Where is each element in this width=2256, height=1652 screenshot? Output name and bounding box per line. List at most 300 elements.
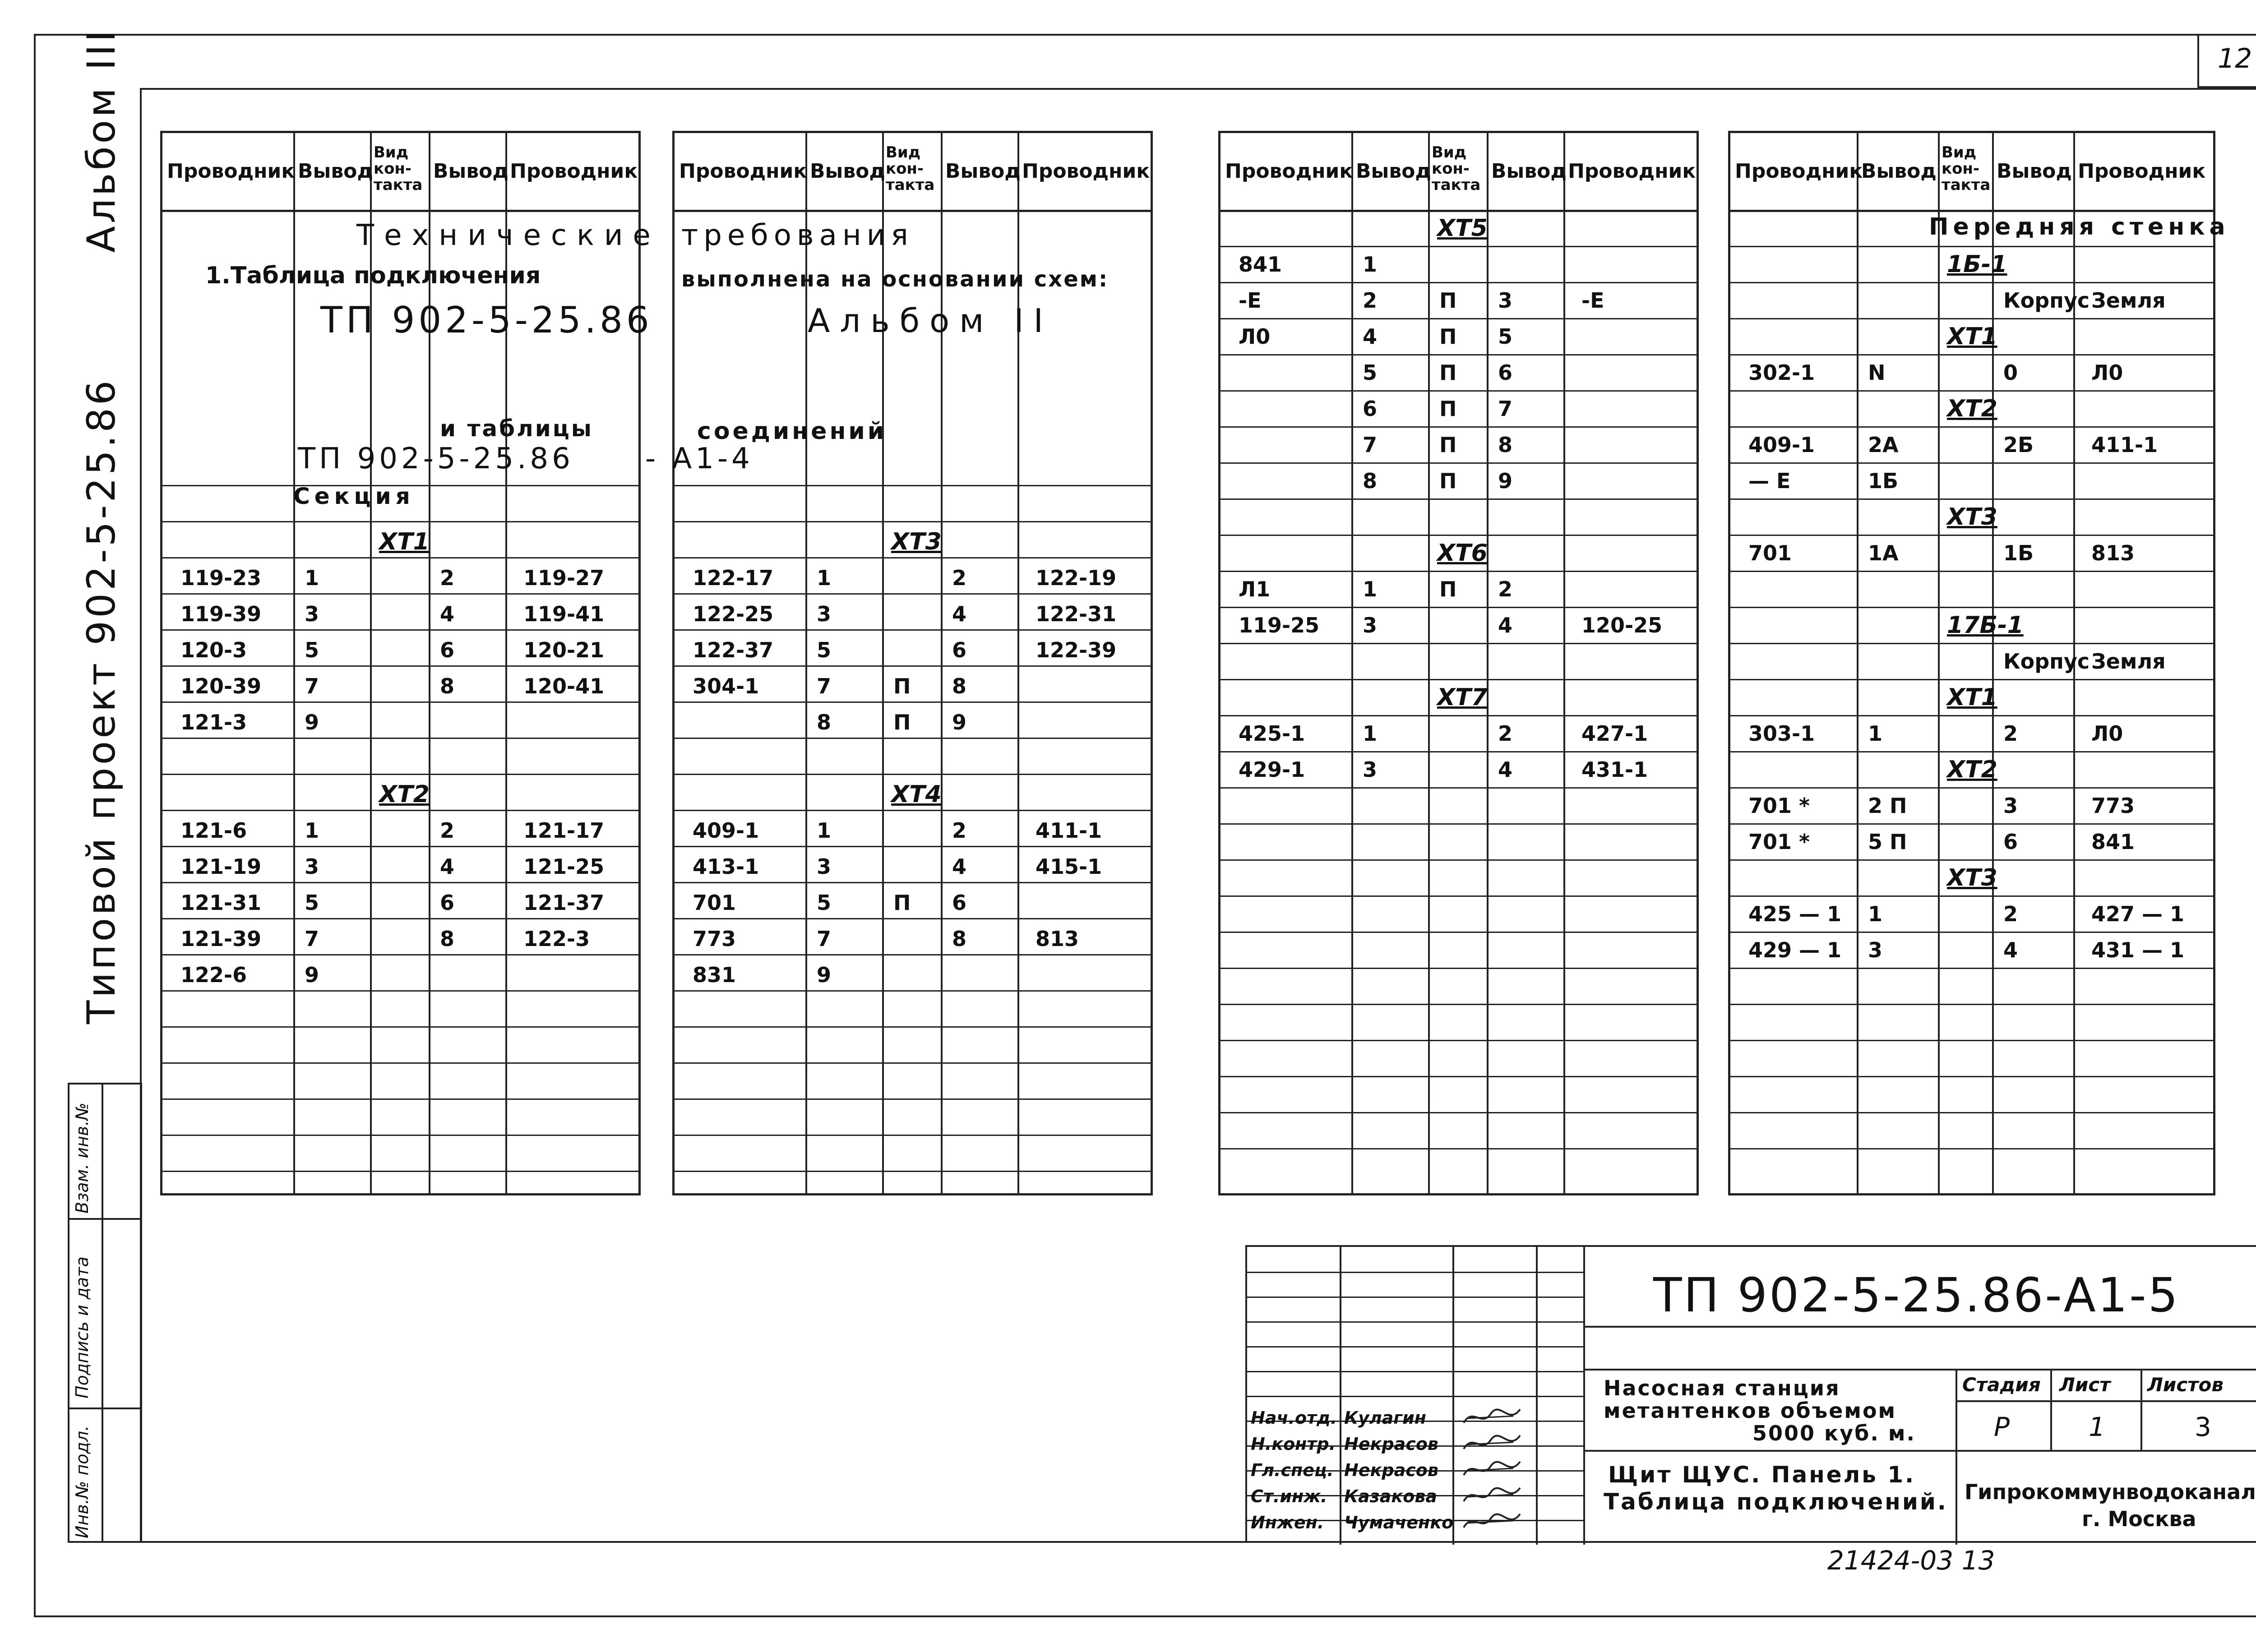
note-connections: соединений <box>697 418 887 445</box>
table-cell: Л0 <box>2091 721 2123 746</box>
table-cell: 1 <box>817 818 832 843</box>
header-rule <box>1730 210 2213 212</box>
table-cell: 4 <box>952 854 967 879</box>
stage-header: Стадия <box>1962 1374 2041 1396</box>
signer-name: Некрасов <box>1344 1434 1438 1454</box>
row-rule <box>1730 354 2213 355</box>
row-rule <box>675 665 1151 667</box>
row-rule <box>1730 607 2213 608</box>
table-cell: П <box>1439 397 1457 421</box>
row-rule <box>1730 1148 2213 1149</box>
sheet-name-line: Таблица подключений. <box>1604 1489 1948 1515</box>
table-cell: П <box>1439 324 1457 349</box>
table-cell: 701 * <box>1748 794 1810 818</box>
table-cell: 831 <box>693 963 736 987</box>
table-cell: 425-1 <box>1239 721 1305 746</box>
note-item-1-cont: выполнена на основании схем: <box>681 267 1109 292</box>
row-rule <box>1220 390 1697 392</box>
table-cell: 3 <box>1363 757 1378 782</box>
row-rule <box>1220 1148 1697 1149</box>
project-label: Типовой проект 902-5-25.86 <box>79 378 124 1024</box>
row-rule <box>1220 1004 1697 1005</box>
row-rule <box>1220 535 1697 536</box>
title-block-rule <box>1583 1247 1585 1545</box>
column-header: Вывод <box>298 160 373 183</box>
title-block-rule <box>1247 1297 1583 1298</box>
table-cell: 122-17 <box>693 566 774 590</box>
table-cell: 701 * <box>1748 830 1810 854</box>
table-cell: 120-3 <box>180 638 247 662</box>
row-rule <box>1730 1004 2213 1005</box>
row-rule <box>162 990 638 992</box>
row-rule <box>675 954 1151 955</box>
column-header: Проводник <box>167 160 295 183</box>
note-ref-2-suffix: - А1-4 <box>645 442 754 475</box>
row-rule <box>1220 932 1697 933</box>
column-header: Проводник <box>2078 160 2206 183</box>
group-label: ХТ4 <box>891 781 942 808</box>
table-cell: 4 <box>1498 613 1513 637</box>
header-rule <box>675 210 1151 212</box>
table-cell: 427 — 1 <box>2091 902 2185 926</box>
table-cell: Земля <box>2091 649 2166 674</box>
table-cell: П <box>1439 433 1457 457</box>
row-rule <box>1220 859 1697 861</box>
table-cell: 701 <box>1748 541 1792 565</box>
column-header: Проводник <box>1225 160 1353 183</box>
column-header: Проводник <box>679 160 807 183</box>
table-cell: 4 <box>952 602 967 626</box>
note-ref-album: Альбом II <box>808 302 1053 340</box>
row-rule <box>675 701 1151 703</box>
sheet-value: 1 <box>2089 1412 2105 1442</box>
signer-name: Кулагин <box>1344 1408 1427 1428</box>
row-rule <box>675 810 1151 811</box>
table-cell: Л0 <box>2091 360 2123 385</box>
row-rule <box>1220 895 1697 897</box>
column-rule <box>882 133 884 1193</box>
row-rule <box>1730 535 2213 536</box>
row-rule <box>1220 715 1697 716</box>
title-block-rule <box>2140 1369 2142 1450</box>
signature-scribble <box>1459 1457 1527 1477</box>
table-cell: 425 — 1 <box>1748 902 1842 926</box>
row-rule <box>162 738 638 739</box>
table-cell: 411-1 <box>2091 433 2158 457</box>
row-rule <box>1220 643 1697 644</box>
column-header: Вид кон-такта <box>1942 143 1991 194</box>
table-cell: 3 <box>817 854 832 879</box>
group-label: ХТ2 <box>379 781 430 808</box>
table-cell: 773 <box>693 927 736 951</box>
project-name-line: Насосная станция <box>1604 1376 1840 1400</box>
column-header: Вывод <box>1861 160 1937 183</box>
row-rule <box>1730 751 2213 752</box>
row-rule <box>1730 679 2213 680</box>
row-rule <box>162 521 638 522</box>
table-cell: 1 <box>1363 721 1378 746</box>
table-cell: 120-41 <box>523 674 605 698</box>
row-rule <box>162 1098 638 1100</box>
footer-code: 21424-03 13 <box>1827 1545 1995 1576</box>
table-cell: 7 <box>1498 397 1513 421</box>
row-rule <box>162 1135 638 1136</box>
table-cell: 7 <box>817 674 832 698</box>
row-rule <box>162 846 638 847</box>
row-rule <box>162 557 638 558</box>
row-rule <box>1730 246 2213 247</box>
table-cell: 9 <box>305 710 319 734</box>
title-block-rule <box>1583 1369 2256 1371</box>
table-cell: 1 <box>305 566 319 590</box>
table-cell: 8 <box>1498 433 1513 457</box>
signer-role: Ст.инж. <box>1251 1486 1327 1506</box>
sheets-header: Листов <box>2147 1374 2224 1396</box>
row-rule <box>1730 282 2213 283</box>
table-cell: 409-1 <box>1748 433 1815 457</box>
table-cell: 121-39 <box>180 927 262 951</box>
table-cell: 431 — 1 <box>2091 938 2185 962</box>
signer-name: Чумаченко <box>1344 1513 1454 1532</box>
column-header: Вывод <box>1997 160 2072 183</box>
table-cell: 5 <box>1498 324 1513 349</box>
row-rule <box>1220 1040 1697 1041</box>
row-rule <box>1220 751 1697 752</box>
stamp-label-2: Подпись и дата <box>72 1256 92 1398</box>
row-rule <box>1730 426 2213 428</box>
table-cell: 431-1 <box>1581 757 1648 782</box>
signer-role: Нач.отд. <box>1251 1408 1337 1428</box>
table-cell: 2 <box>952 818 967 843</box>
row-rule <box>1220 282 1697 283</box>
row-rule <box>675 1135 1151 1136</box>
table-cell: 120-21 <box>523 638 605 662</box>
table-cell: 1 <box>817 566 832 590</box>
row-rule <box>1730 1076 2213 1077</box>
signature-scribble <box>1459 1431 1527 1451</box>
signer-role: Инжен. <box>1251 1513 1324 1532</box>
row-rule <box>162 882 638 883</box>
group-label: ХТ1 <box>1947 323 1997 350</box>
table-cell: 3 <box>1498 288 1513 313</box>
sheet-name-line: Щит ЩУС. Панель 1. <box>1608 1462 1916 1488</box>
row-rule <box>1730 498 2213 500</box>
group-label: ХТ2 <box>1947 395 1997 422</box>
group-label: ХТ3 <box>1947 503 1997 531</box>
row-rule <box>1730 715 2213 716</box>
group-label: ХТ1 <box>1947 684 1997 711</box>
column-header: Проводник <box>1022 160 1150 183</box>
table-cell: 411-1 <box>1036 818 1102 843</box>
row-rule <box>1730 571 2213 572</box>
group-label: ХТ7 <box>1437 684 1488 711</box>
table-cell: 1 <box>1363 252 1378 277</box>
row-rule <box>675 774 1151 775</box>
row-rule <box>675 1171 1151 1172</box>
group-label: ХТ3 <box>1947 864 1997 891</box>
org-name: Гипрокоммунводоканал <box>1965 1480 2256 1504</box>
table-cell: 3 <box>2003 794 2018 818</box>
row-rule <box>1220 823 1697 825</box>
row-rule <box>1730 462 2213 464</box>
table-cell: П <box>893 674 911 698</box>
table-cell: 841 <box>2091 830 2135 854</box>
note-ref-2: ТП 902-5-25.86 <box>298 442 574 475</box>
table-cell: 3 <box>817 602 832 626</box>
row-rule <box>675 521 1151 522</box>
group-label: 17Б-1 <box>1947 612 2024 639</box>
table-cell: 7 <box>1363 433 1378 457</box>
table-cell: 119-25 <box>1239 613 1320 637</box>
table-cell: 303-1 <box>1748 721 1815 746</box>
group-label: ХТ2 <box>1947 756 1997 783</box>
table-cell: 9 <box>1498 469 1513 493</box>
table-cell: 7 <box>817 927 832 951</box>
table-cell: 841 <box>1239 252 1282 277</box>
signature-scribble <box>1459 1405 1527 1425</box>
table-cell: 7 <box>305 927 319 951</box>
signer-name: Некрасов <box>1344 1460 1438 1480</box>
table-cell: 122-3 <box>523 927 590 951</box>
table-cell: 121-3 <box>180 710 247 734</box>
table-cell: 4 <box>440 854 455 879</box>
row-rule <box>162 774 638 775</box>
row-rule <box>1220 498 1697 500</box>
project-name-line: 5000 куб. м. <box>1752 1421 1916 1445</box>
note-section: Секция <box>293 483 415 509</box>
table-cell: П <box>1439 469 1457 493</box>
row-rule <box>675 1062 1151 1064</box>
table-cell: 122-39 <box>1036 638 1117 662</box>
sheets-value: 3 <box>2195 1412 2211 1442</box>
row-rule <box>675 1098 1151 1100</box>
row-rule <box>1220 1112 1697 1113</box>
table-cell: 415-1 <box>1036 854 1102 879</box>
stage-value: Р <box>1994 1412 2010 1442</box>
table-cell: 2 <box>2003 902 2018 926</box>
note-ref-1: ТП 902-5-25.86 <box>320 299 653 341</box>
column-header: Проводник <box>1568 160 1696 183</box>
table-cell: 8 <box>952 674 967 698</box>
row-rule <box>162 593 638 595</box>
row-rule <box>675 918 1151 919</box>
signer-name: Казакова <box>1344 1486 1438 1506</box>
row-rule <box>1220 607 1697 608</box>
title-block-rule <box>1247 1272 1583 1273</box>
table-cell: 409-1 <box>693 818 759 843</box>
table-cell: 2А <box>1868 433 1899 457</box>
title-block-rule <box>1956 1369 1957 1545</box>
table-cell: 120-25 <box>1581 613 1663 637</box>
group-label: ХТ1 <box>379 528 430 555</box>
column-rule <box>1017 133 1019 1193</box>
row-rule <box>675 738 1151 739</box>
table-cell: 701 <box>693 891 736 915</box>
column-rule <box>1938 133 1940 1193</box>
table-cell: 6 <box>2003 830 2018 854</box>
tech-title-b: требования <box>681 219 914 252</box>
table-cell: 429-1 <box>1239 757 1305 782</box>
row-rule <box>675 990 1151 992</box>
row-rule <box>1220 571 1697 572</box>
table-cell: 121-25 <box>523 854 605 879</box>
table-cell: 1 <box>305 818 319 843</box>
table-cell: 0 <box>2003 360 2018 385</box>
signature-scribble <box>1459 1509 1527 1530</box>
org-city: г. Москва <box>2082 1507 2196 1531</box>
row-rule <box>675 557 1151 558</box>
table-cell: 4 <box>440 602 455 626</box>
group-label: 1Б-1 <box>1947 251 2007 278</box>
connection-table-3 <box>1218 131 1699 1195</box>
album-label: Альбом III <box>79 28 124 253</box>
title-block-rule <box>1956 1400 2256 1402</box>
tech-title-a: Технические <box>356 219 661 252</box>
row-rule <box>675 1026 1151 1028</box>
row-rule <box>1220 246 1697 247</box>
row-rule <box>1730 1112 2213 1113</box>
table-cell: 2 <box>1498 577 1513 601</box>
row-rule <box>1220 1076 1697 1077</box>
table-cell: 2 <box>440 818 455 843</box>
row-rule <box>162 629 638 631</box>
column-rule <box>370 133 372 1193</box>
title-block <box>1245 1245 2256 1543</box>
table-cell: 773 <box>2091 794 2135 818</box>
table-cell: 429 — 1 <box>1748 938 1842 962</box>
row-rule <box>1220 354 1697 355</box>
column-header: Вывод <box>1356 160 1431 183</box>
sheet-number: 12 <box>2218 43 2252 74</box>
table-cell: 1Б <box>2003 541 2034 565</box>
table-cell: 121-19 <box>180 854 262 879</box>
table-cell: 6 <box>440 638 455 662</box>
table-cell: 304-1 <box>693 674 759 698</box>
table-cell: П <box>1439 288 1457 313</box>
column-header: Проводник <box>510 160 638 183</box>
table-cell: 8 <box>1363 469 1378 493</box>
sheet-header: Лист <box>2059 1374 2111 1396</box>
column-rule <box>1563 133 1565 1193</box>
row-rule <box>675 593 1151 595</box>
row-rule <box>1730 859 2213 861</box>
table-cell: Земля <box>2091 288 2166 313</box>
table-cell: 1Б <box>1868 469 1899 493</box>
group-label: ХТ6 <box>1437 540 1488 567</box>
row-rule <box>162 810 638 811</box>
table-cell: Корпус <box>2003 649 2090 674</box>
table-cell: П <box>893 891 911 915</box>
column-rule <box>293 133 295 1193</box>
table-cell: 122-37 <box>693 638 774 662</box>
stamp-label-1: Инв.№ подл. <box>72 1425 92 1538</box>
table-cell: 3 <box>1868 938 1883 962</box>
table-cell: П <box>1439 360 1457 385</box>
row-rule <box>1730 823 2213 825</box>
table-cell: 5 <box>305 638 319 662</box>
title-block-rule <box>1247 1396 1583 1397</box>
table-cell: 8 <box>440 927 455 951</box>
note-and-tables: и таблицы <box>440 415 594 442</box>
table-cell: 813 <box>1036 927 1079 951</box>
table-cell: 8 <box>817 710 832 734</box>
row-rule <box>162 954 638 955</box>
connection-table-4 <box>1728 131 2230 1195</box>
row-rule <box>675 629 1151 631</box>
column-rule <box>1351 133 1353 1193</box>
drawing-code: ТП 902-5-25.86-А1-5 <box>1653 1268 2180 1323</box>
row-rule <box>675 882 1151 883</box>
signer-role: Н.контр. <box>1251 1434 1336 1454</box>
table-cell: 413-1 <box>693 854 759 879</box>
table-cell: 6 <box>1498 360 1513 385</box>
column-header: Вывод <box>810 160 885 183</box>
table-cell: 119-39 <box>180 602 262 626</box>
table-cell: 7 <box>305 674 319 698</box>
table-cell: 2 <box>440 566 455 590</box>
table-cell: — Е <box>1748 469 1791 493</box>
row-rule <box>1730 643 2213 644</box>
table-cell: 427-1 <box>1581 721 1648 746</box>
table-cell: 1А <box>1868 541 1899 565</box>
table-cell: N <box>1868 360 1886 385</box>
header-rule <box>162 210 638 212</box>
table-cell: 2 <box>1498 721 1513 746</box>
table-cell: -Е <box>1239 288 1262 313</box>
table-cell: 3 <box>1363 613 1378 637</box>
table-cell: 5 <box>817 891 832 915</box>
table-cell: Корпус <box>2003 288 2090 313</box>
table-title: Передняя стенка <box>1929 213 2230 240</box>
table-cell: П <box>893 710 911 734</box>
column-header: Вид кон-такта <box>374 143 423 194</box>
row-rule <box>675 485 1151 486</box>
note-item-1: 1.Таблица подключения <box>205 262 541 289</box>
column-rule <box>429 133 430 1193</box>
table-cell: 8 <box>952 927 967 951</box>
row-rule <box>162 701 638 703</box>
table-cell: 5 <box>305 891 319 915</box>
signature-scribble <box>1459 1483 1527 1504</box>
table-cell: 4 <box>2003 938 2018 962</box>
table-cell: 6 <box>952 638 967 662</box>
table-cell: 4 <box>1363 324 1378 349</box>
table-cell: 5 <box>817 638 832 662</box>
row-rule <box>162 1026 638 1028</box>
column-header: Вид кон-такта <box>1432 143 1481 194</box>
table-cell: 813 <box>2091 541 2135 565</box>
table-cell: 9 <box>952 710 967 734</box>
column-header: Вывод <box>945 160 1021 183</box>
table-cell: 2 <box>1363 288 1378 313</box>
group-label: ХТ3 <box>891 528 942 555</box>
row-rule <box>162 1171 638 1172</box>
table-cell: 120-39 <box>180 674 262 698</box>
row-rule <box>1730 390 2213 392</box>
table-cell: 3 <box>305 602 319 626</box>
table-cell: 1 <box>1868 721 1883 746</box>
row-rule <box>1730 895 2213 897</box>
column-rule <box>805 133 807 1193</box>
group-label: ХТ5 <box>1437 215 1488 242</box>
row-rule <box>1730 318 2213 319</box>
column-header: Проводник <box>1735 160 1863 183</box>
row-rule <box>1730 968 2213 969</box>
table-cell: 9 <box>817 963 832 987</box>
project-name-line: метантенков объемом <box>1604 1398 1897 1423</box>
row-rule <box>675 846 1151 847</box>
table-cell: 121-6 <box>180 818 247 843</box>
